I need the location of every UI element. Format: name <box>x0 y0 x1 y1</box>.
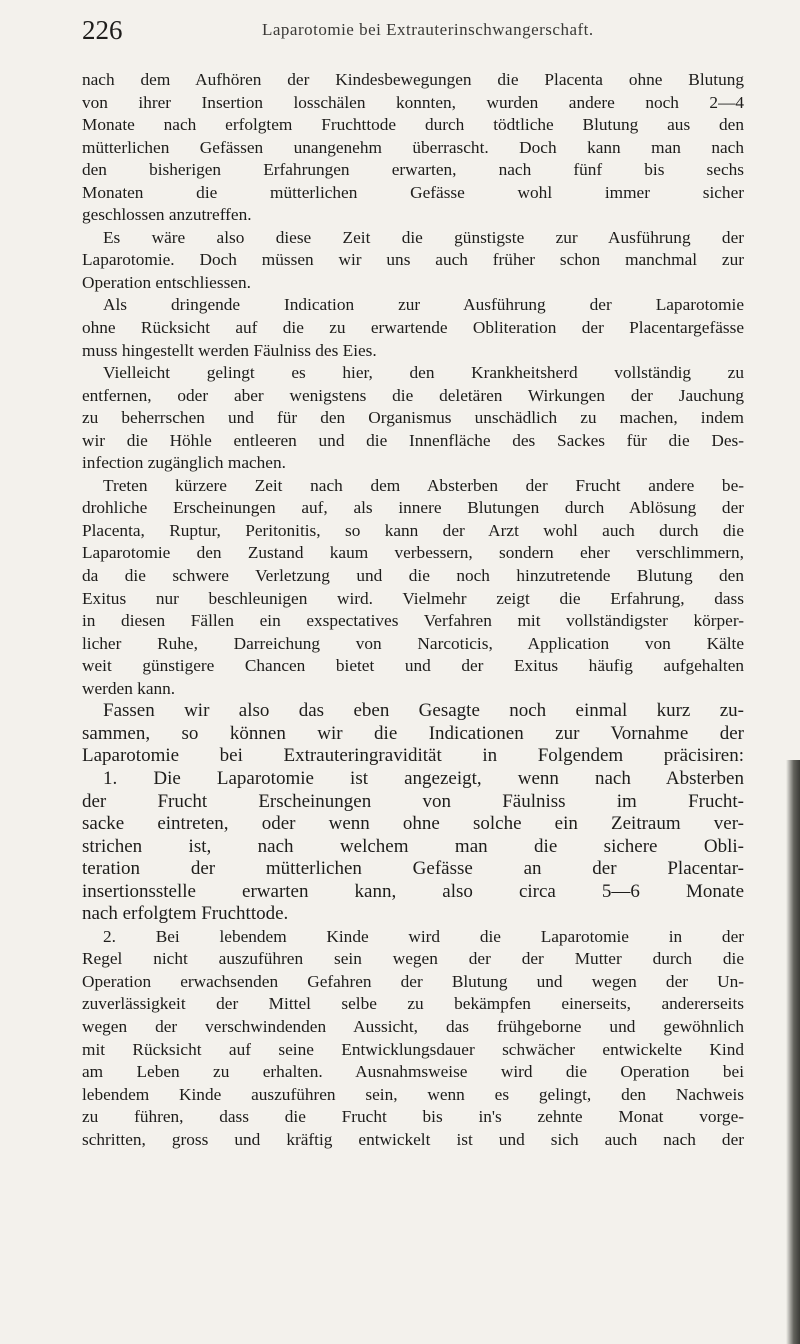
running-head: Laparotomie bei Extrauterinschwangerschaft. <box>262 20 594 39</box>
text-line: sammen, so können wir die Indicationen zur Vornahme der <box>82 722 744 744</box>
text-line: geschlossen anzutreffen. <box>82 205 252 225</box>
page-number: 226 <box>82 15 123 45</box>
text-line: schritten, gross und kräftig entwickelt ist und sich auch nach der <box>82 1129 744 1149</box>
page-header <box>82 13 742 47</box>
text-line: Laparotomie den Zustand kaum verbessern, sondern eher verschlimmern, <box>82 543 744 563</box>
text-line: Als dringende Indication zur Ausführung der Laparotomie <box>103 295 744 315</box>
text-line: teration der mütterlichen Gefässe an der Placentar- <box>82 858 744 880</box>
text-line: 2. Bei lebendem Kinde wird die Laparotomie in der <box>103 926 744 946</box>
text-line: Es wäre also diese Zeit die günstigste zur Ausführung der <box>103 227 744 247</box>
text-line: sacke eintreten, oder wenn ohne solche ein Zeitraum ver- <box>82 813 744 835</box>
text-line: am Leben zu erhalten. Ausnahmsweise wird die Operation bei <box>82 1062 744 1082</box>
text-line: Treten kürzere Zeit nach dem Absterben der Frucht andere be- <box>103 475 744 495</box>
text-line: nach dem Aufhören der Kindesbewegungen die Placenta ohne Blutung <box>82 70 744 89</box>
text-line: Laparotomie bei Extrauteringravidität in Folgendem präcisiren: <box>82 745 744 767</box>
text-line: Regel nicht auszuführen sein wegen der der Mutter durch die <box>82 949 744 969</box>
text-line: muss hingestellt werden Fäulniss des Eies. <box>82 340 377 360</box>
text-line: drohliche Erscheinungen auf, als innere Blutungen durch Ablösung der <box>82 498 744 518</box>
text-line: zuverlässigkeit der Mittel selbe zu bekämpfen einerseits, andererseits <box>82 994 744 1014</box>
text-line: Operation erwachsenden Gefahren der Blutung und wegen der Un- <box>82 971 744 991</box>
text-line: weit günstigere Chancen bietet und der Exitus häufig aufgehalten <box>82 656 744 676</box>
text-line: Monate nach erfolgtem Fruchttode durch tödtliche Blutung aus den <box>82 115 744 135</box>
text-line: von ihrer Insertion losschälen konnten, wurden andere noch 2—4 <box>82 92 744 112</box>
text-line: da die schwere Verletzung und die noch hinzutretende Blutung den <box>82 566 744 586</box>
text-line: mit Rücksicht auf seine Entwicklungsdauer schwächer entwickelte Kind <box>82 1039 744 1059</box>
text-line: infection zugänglich machen. <box>82 453 286 473</box>
text-line: Exitus nur beschleunigen wird. Vielmehr zeigt die Erfahrung, dass <box>82 588 744 608</box>
text-line: wir die Höhle entleeren und die Innenfläche des Sackes für die Des- <box>82 430 744 450</box>
text-line: Vielleicht gelingt es hier, den Krankheitsherd vollständig zu <box>103 363 744 383</box>
text-line: 1. Die Laparotomie ist angezeigt, wenn nach Absterben <box>103 767 744 789</box>
text-line: entfernen, oder aber wenigstens die deletären Wirkungen der Jauchung <box>82 385 744 405</box>
text-line: Operation entschliessen. <box>82 272 251 292</box>
text-line: werden kann. <box>82 678 176 698</box>
text-line: strichen ist, nach welchem man die sichere Obli- <box>82 835 744 857</box>
text-line: mütterlichen Gefässen unangenehm überrascht. Doch kann man nach <box>82 137 744 157</box>
text-line: Monaten die mütterlichen Gefässe wohl immer sicher <box>82 182 744 202</box>
text-line: der Frucht Erscheinungen von Fäulniss im Frucht- <box>82 790 744 812</box>
text-line: den bisherigen Erfahrungen erwarten, nach fünf bis sechs <box>82 160 744 180</box>
text-line: Laparotomie. Doch müssen wir uns auch früher schon manchmal zur <box>82 250 744 270</box>
text-line: Placenta, Ruptur, Peritonitis, so kann der Arzt wohl auch durch die <box>82 520 744 540</box>
text-line: insertionsstelle erwarten kann, also circa 5—6 Monate <box>82 880 744 902</box>
text-line: zu beherrschen und für den Organismus unschädlich zu machen, indem <box>82 408 744 428</box>
page-edge-shadow <box>786 760 800 1344</box>
text-line: in diesen Fällen ein exspectatives Verfahren mit vollständigster körper- <box>82 611 744 631</box>
text-line: zu führen, dass die Frucht bis in's zehnte Monat vorge- <box>82 1107 744 1127</box>
text-line: ohne Rücksicht auf die zu erwartende Obliteration der Placentargefässe <box>82 318 744 338</box>
text-line: lebendem Kinde auszuführen sein, wenn es gelingt, den Nachweis <box>82 1084 744 1104</box>
text-line: Fassen wir also das eben Gesagte noch einmal kurz zu- <box>103 700 744 722</box>
body-text <box>82 69 744 1151</box>
text-line: nach erfolgtem Fruchttode. <box>82 903 289 925</box>
text-line: licher Ruhe, Darreichung von Narcoticis, Application von Kälte <box>82 633 744 653</box>
text-line: wegen der verschwindenden Aussicht, das frühgeborne und gewöhnlich <box>82 1016 744 1036</box>
